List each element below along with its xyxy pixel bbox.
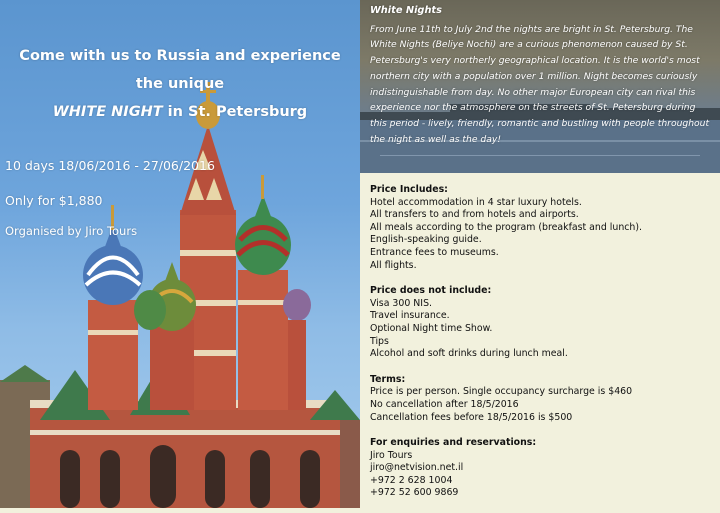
excludes-heading: Price does not include: (370, 285, 492, 297)
white-nights-title: White Nights (370, 5, 442, 16)
includes-item: All flights. (370, 259, 417, 271)
hero-line-2-rest: in St. Petersburg (162, 104, 308, 120)
excludes-item: Optional Night time Show. (370, 322, 493, 334)
enquiries-section (370, 437, 715, 500)
includes-section (370, 184, 715, 272)
includes-item: All transfers to and from hotels and airports. (370, 209, 579, 221)
white-nights-body: From June 11th to July 2nd the nights are bright in St. Petersburg. The White Nights (Beliye Nochi) are a curious phenomenon caused by St. Petersburg's very northerly geographical location. It is the world's most northern city with a population over 1 million. Night becomes curiously indistinguishable from day. No other major European city can rival this experience nor the atmosphere on the streets of St. Petersburg during this period - lively, friendly, romantic and bustling with people throughout the night as well as the day! (370, 23, 710, 145)
cathedral-photo-panel (0, 0, 360, 508)
enquiries-phone[interactable]: +972 2 628 1004 (370, 474, 453, 486)
enquiries-email[interactable]: jiro@netvision.net.il (370, 462, 464, 474)
excludes-item: Travel insurance. (370, 310, 450, 322)
terms-item: Cancellation fees before 18/5/2016 is $500 (370, 411, 573, 423)
hero-line-1: Come with us to Russia and experience the unique (19, 48, 341, 92)
enquiries-company: Jiro Tours (370, 449, 413, 461)
enquiries-mobile[interactable]: +972 52 600 9869 (370, 487, 459, 499)
excludes-item: Alcohol and soft drinks during lunch meal. (370, 348, 568, 360)
terms-section (370, 374, 715, 424)
white-nights-text (370, 3, 714, 147)
trip-organiser: Organised by Jiro Tours (5, 224, 138, 238)
excludes-item: Visa 300 NIS. (370, 297, 433, 309)
terms-heading: Terms: (370, 373, 406, 385)
terms-item: No cancellation after 18/5/2016 (370, 398, 519, 410)
hero-headline (5, 42, 355, 126)
includes-item: Hotel accommodation in 4 star luxury hotels. (370, 196, 582, 208)
excludes-section (370, 285, 715, 361)
white-night-emphasis: WHITE NIGHT (52, 104, 163, 120)
terms-item: Price is per person. Single occupancy surcharge is $460 (370, 386, 633, 398)
white-nights-panel (360, 0, 720, 173)
includes-item: English-speaking guide. (370, 234, 482, 246)
price-details (370, 184, 715, 513)
details-column (360, 0, 720, 508)
enquiries-heading: For enquiries and reservations: (370, 437, 537, 449)
includes-item: Entrance fees to museums. (370, 246, 499, 258)
trip-price: Only for $1,880 (5, 193, 103, 208)
trip-dates: 10 days 18/06/2016 - 27/06/2016 (5, 158, 215, 173)
includes-item: All meals according to the program (breakfast and lunch). (370, 221, 643, 233)
hero-line-2 (5, 98, 355, 126)
excludes-item: Tips (370, 335, 389, 347)
includes-heading: Price Includes: (370, 184, 448, 195)
